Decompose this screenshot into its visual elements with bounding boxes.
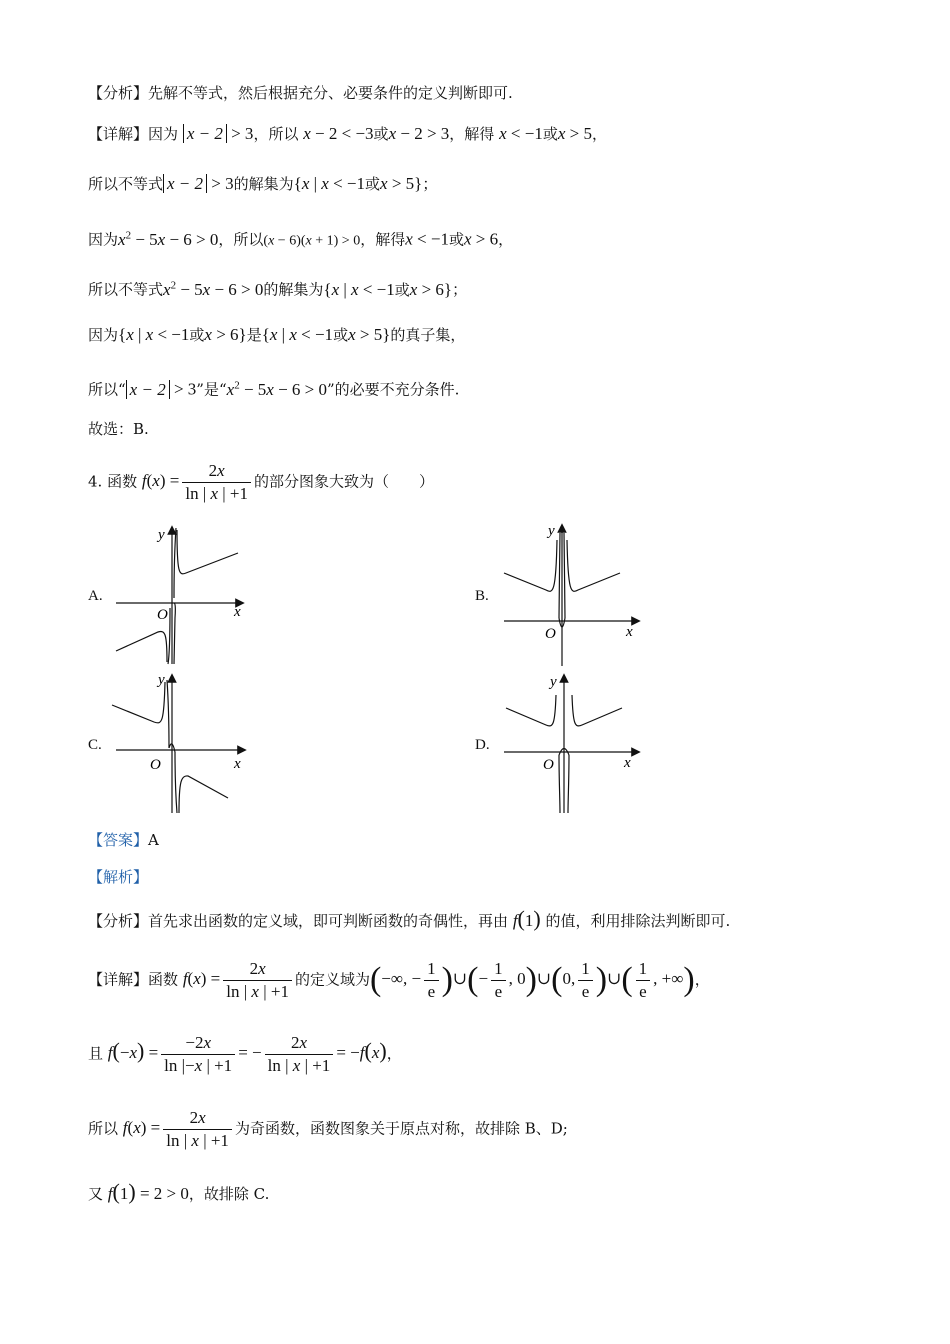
graph-b (498, 518, 643, 668)
text-seg: ，故排除 C. (188, 1185, 270, 1203)
analysis-text: 先解不等式，然后根据充分、必要条件的定义判断即可. (148, 84, 513, 102)
x-label: x (234, 604, 241, 620)
math-abs-ineq: x − 2 > 3 (163, 174, 234, 193)
origin-label: O (150, 757, 161, 773)
math-set-2: {x | x < −1或x > 6} (323, 279, 453, 299)
math-abs-ineq: x − 2 > 3 (126, 380, 197, 399)
text-seg: 又 (88, 1185, 104, 1203)
option-c-label[interactable]: C. (88, 737, 102, 753)
choice-line (88, 418, 149, 440)
text-seg: 的部分图象大致为（ ） (254, 472, 435, 491)
answer-value: A (148, 831, 159, 849)
analysis-line-2 (88, 908, 730, 932)
detail-line-3 (88, 224, 513, 253)
text-seg: ，所以 (253, 125, 299, 143)
text-seg: 所以 (88, 1119, 119, 1138)
text-seg: 且 (88, 1044, 104, 1063)
answer-tag: 【答案】 (88, 831, 149, 849)
text-seg: ”是“ (196, 380, 227, 399)
text-seg: ， (694, 970, 710, 989)
origin-label: O (157, 607, 168, 623)
math-quadratic: $x^2 - 5x - 6 > 0$ (226, 379, 328, 399)
choice-text: 故选：B. (88, 420, 149, 438)
math-function-def: f(x) = $\frac{2x}{\ln | x | +1}$ (183, 969, 295, 988)
analysis-tag: 【分析】 (88, 912, 149, 930)
graph-c (110, 670, 250, 815)
jiexi-tag: 【解析】 (88, 868, 149, 886)
answer-line (88, 829, 159, 851)
y-label: y (158, 672, 165, 688)
text-seg: 或 (373, 125, 389, 143)
detail-line-6 (88, 374, 459, 401)
text-seg: ”的必要不充分条件. (327, 380, 460, 399)
x-label: x (626, 624, 633, 640)
detail-line-5 (88, 324, 465, 346)
detail-line-9 (88, 1107, 568, 1152)
math-ineq-4: x > 5 (557, 124, 592, 143)
option-a-label[interactable]: A. (88, 588, 103, 604)
x-label: x (234, 756, 241, 772)
text-seg: ， (591, 125, 607, 143)
math-set-1: {x | x < −1或x > 5} (293, 174, 423, 193)
y-label: y (158, 527, 165, 543)
math-set-2: {x | x < −1或x > 6} (118, 325, 247, 344)
math-ineq-2: x − 2 > 3 (388, 124, 450, 143)
math-function-def: f(x) = $\frac{2x}{\ln | x | +1}$ (142, 471, 254, 490)
math-quadratic: $x^2 - 5x - 6 > 0$ (163, 279, 264, 299)
analysis-tag: 【分析】 (88, 84, 149, 102)
x-label: x (624, 755, 631, 771)
detail-line-10 (88, 1181, 269, 1205)
origin-label: O (545, 626, 556, 642)
math-odd-check: f(−x) = $\frac{-2x}{\ln |-x | +1}$ = − $\frac{2x}{\ln | x | +1}$ = −f(x) (107, 1033, 387, 1075)
text-seg: 的定义域为 (294, 970, 370, 989)
text-seg: ； (452, 280, 468, 299)
question-number: 4. (88, 472, 103, 491)
text-seg: 的解集为 (263, 280, 324, 299)
math-abs-ineq: x − 2 > 3 (183, 124, 254, 143)
math-factored: (x − 6)(x + 1) > 0 (263, 233, 361, 249)
graph-a (110, 518, 250, 666)
detail-line-7 (88, 958, 710, 1003)
detail-line-8 (88, 1032, 402, 1077)
text-seg: 因为 (88, 230, 119, 249)
question-4 (88, 460, 434, 505)
text-seg: 首先求出函数的定义域，即可判断函数的奇偶性，再由 (148, 912, 509, 930)
text-seg: 所以不等式 (88, 280, 164, 299)
detail-line-1 (88, 123, 607, 145)
y-label: y (550, 674, 557, 690)
text-seg: 为奇函数，函数图象关于原点对称，故排除 B、D; (234, 1119, 568, 1138)
detail-line-4 (88, 274, 467, 301)
text-seg: 所以不等式 (88, 175, 164, 193)
math-function-def: f(x) = $\frac{2x}{\ln | x | +1}$ (123, 1118, 235, 1137)
detail-tag: 【详解】 (88, 125, 149, 143)
text-seg: 是 (246, 326, 262, 344)
math-ineq-1: x − 2 < −3 (303, 124, 374, 143)
origin-label: O (543, 757, 554, 773)
text-seg: 的真子集， (390, 326, 466, 344)
option-d-label[interactable]: D. (475, 737, 490, 753)
text-seg: ， (498, 230, 514, 249)
y-label: y (548, 523, 555, 539)
math-ineq-5: x < −1 (405, 229, 449, 249)
math-set-1: {x | x < −1或x > 5} (261, 325, 391, 344)
text-seg: 的值，利用排除法判断即可. (545, 912, 731, 930)
text-seg: 所以“ (88, 380, 126, 399)
text-seg: ，解得 (360, 230, 406, 249)
text-seg: 因为 (88, 326, 119, 344)
math-ineq-6: x > 6 (463, 229, 499, 249)
analysis-line-1 (88, 82, 513, 104)
math-f1: f(1) (512, 906, 541, 931)
jiexi-line (88, 866, 148, 888)
math-f1-value: f(1) = 2 > 0 (107, 1179, 189, 1204)
math-ineq-3: x < −1 (499, 124, 543, 143)
text-seg: 函数 (148, 970, 179, 989)
detail-tag: 【详解】 (88, 970, 149, 989)
math-domain: (−∞, − $\frac{1}{e}$ )∪(− $\frac{1}{e}$ , 0)∪(0, $\frac{1}{e}$ )∪( $\frac{1}{e}$ , +∞) (369, 959, 695, 1001)
text-seg: 或 (542, 125, 558, 143)
detail-line-2 (88, 173, 437, 195)
text-seg: 或 (448, 230, 464, 249)
option-b-label[interactable]: B. (475, 588, 489, 604)
text-seg: ； (422, 175, 438, 193)
text-seg: 因为 (148, 125, 179, 143)
text-seg: ，所以 (218, 230, 264, 249)
text-seg: ，解得 (449, 125, 495, 143)
text-seg: 的解集为 (233, 175, 294, 193)
text-seg: ， (386, 1044, 402, 1063)
math-quadratic: $x^2 - 5x - 6 > 0$ (118, 229, 219, 249)
text-seg: 函数 (107, 472, 138, 491)
graph-d (498, 670, 643, 815)
